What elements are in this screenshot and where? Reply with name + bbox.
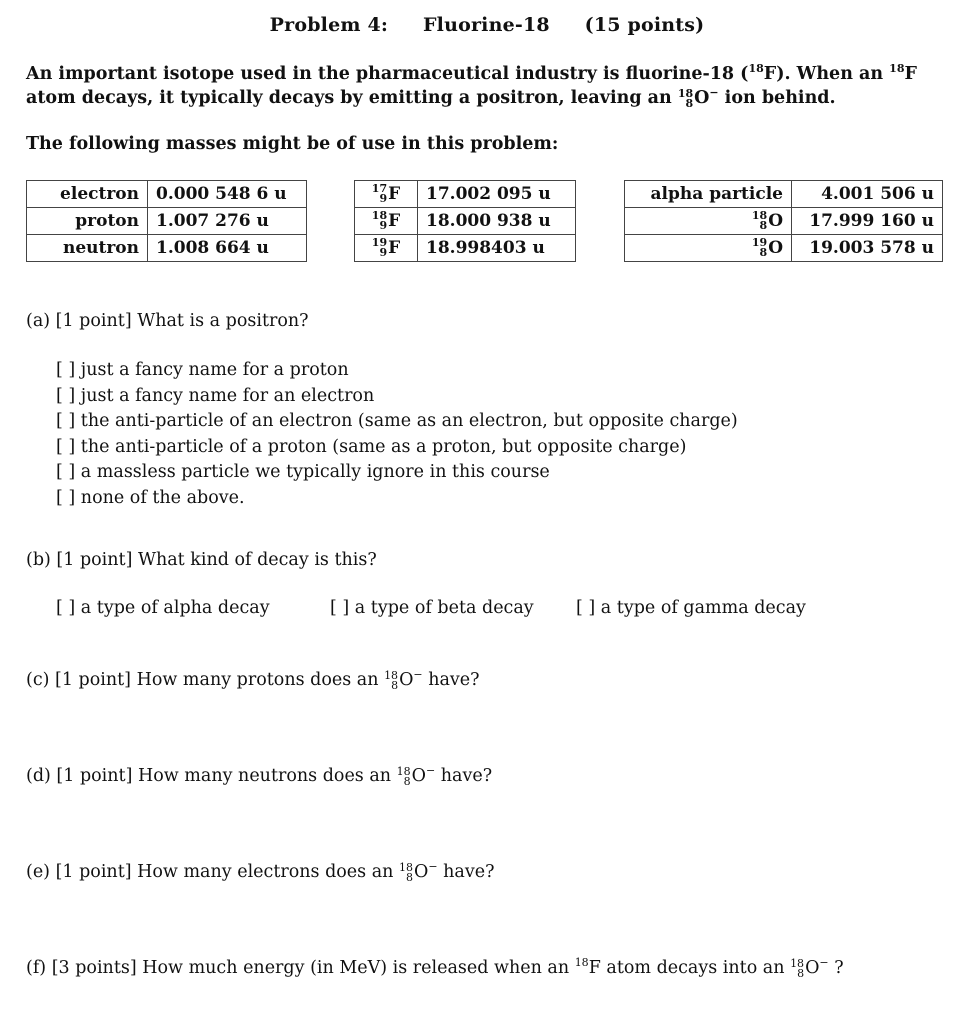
question-b: (b) [1 point] What kind of decay is this? xyxy=(26,550,377,570)
question-a-options xyxy=(56,358,738,512)
ion-z: 8 xyxy=(797,966,805,980)
table-row xyxy=(355,181,576,208)
nuclide-symbol: O xyxy=(768,210,783,231)
nuclide-mass-value: 19.003 578 u xyxy=(792,235,943,262)
particle-mass: 1.007 276 u xyxy=(148,208,307,235)
nuclide xyxy=(355,181,418,208)
question-f-suffix: ? xyxy=(828,958,844,978)
nuclide-mass-value: 17.999 160 u xyxy=(792,208,943,235)
intro-o18-symbol: O xyxy=(694,88,710,108)
nuclide xyxy=(355,208,418,235)
f18-mass: 18 xyxy=(574,956,589,970)
ion-mass: 18 xyxy=(384,668,399,682)
table-row xyxy=(625,208,943,235)
option-bracket[interactable]: [ ] xyxy=(56,385,76,406)
intro-o18-z: 8 xyxy=(685,96,694,110)
intro-o18-charge: − xyxy=(709,86,719,100)
table-row xyxy=(27,181,307,208)
nuclide-z: 8 xyxy=(759,246,768,260)
nuclide-mass-value: 18.998403 u xyxy=(418,235,576,262)
nuclide-mass: 19 xyxy=(751,236,768,250)
nuclide xyxy=(625,208,792,235)
intro-text-4: ion behind. xyxy=(718,88,836,108)
particle-name: neutron xyxy=(27,235,148,262)
particle-name: proton xyxy=(27,208,148,235)
ion-z: 8 xyxy=(403,774,411,788)
option-label: a massless particle we typically ignore in this course xyxy=(80,462,550,483)
nuclide-symbol: F xyxy=(388,183,401,204)
option-label: the anti-particle of an electron (same as an electron, but opposite charge) xyxy=(80,411,738,432)
option-label: a type of beta decay xyxy=(354,598,534,618)
ion-charge: − xyxy=(425,764,436,778)
o18-ion xyxy=(384,670,423,691)
question-d-suffix: have? xyxy=(435,766,493,786)
o18-ion xyxy=(399,862,438,883)
option-bracket[interactable]: [ ] xyxy=(56,436,76,457)
nuclide-symbol: F xyxy=(388,237,401,258)
question-a: (a) [1 point] What is a positron? xyxy=(26,311,309,331)
problem-points: (15 points) xyxy=(584,14,705,36)
nuclide-z: 8 xyxy=(759,219,768,233)
o18-ion xyxy=(397,766,436,787)
ion-symbol: O xyxy=(399,670,414,690)
option-bracket[interactable]: [ ] xyxy=(56,462,76,483)
nuclide-z: 9 xyxy=(379,246,388,260)
question-c-text: (c) [1 point] How many protons does an xyxy=(26,670,385,690)
problem-title xyxy=(0,14,974,36)
intro-text-1: An important isotope used in the pharmaceutical industry is fluorine-18 ( xyxy=(26,64,749,84)
ion-mass: 18 xyxy=(790,956,805,970)
particle-mass: 1.008 664 u xyxy=(148,235,307,262)
question-d xyxy=(26,766,492,787)
option-bracket[interactable]: [ ] xyxy=(56,360,76,380)
question-e-text: (e) [1 point] How many electrons does an xyxy=(26,862,399,882)
nuclide-mass: 19 xyxy=(371,236,388,250)
option-bracket[interactable]: [ ] xyxy=(330,598,350,618)
particle-mass-table xyxy=(26,180,307,262)
particle-name: electron xyxy=(27,181,148,208)
ion-z: 8 xyxy=(391,678,399,692)
question-e-suffix: have? xyxy=(437,862,495,882)
option-checkbox[interactable] xyxy=(56,486,738,512)
particle-name: alpha particle xyxy=(625,181,792,208)
particle-mass: 0.000 548 6 u xyxy=(148,181,307,208)
option-checkbox[interactable] xyxy=(330,598,534,618)
ion-z: 8 xyxy=(405,870,413,884)
question-d-text: (d) [1 point] How many neutrons does an xyxy=(26,766,397,786)
intro-f18b-mass: 18 xyxy=(889,62,905,76)
table-row xyxy=(355,208,576,235)
o18-ion xyxy=(790,958,829,979)
ion-charge: − xyxy=(819,956,829,970)
table-row xyxy=(625,235,943,262)
option-checkbox[interactable] xyxy=(56,598,270,618)
option-bracket[interactable]: [ ] xyxy=(56,598,76,618)
option-label: the anti-particle of a proton (same as a proton, but opposite charge) xyxy=(80,436,687,457)
table-row xyxy=(27,235,307,262)
nuclide-mass: 18 xyxy=(371,209,388,223)
nuclide-mass-value: 17.002 095 u xyxy=(418,181,576,208)
intro-f18-mass: 18 xyxy=(748,62,764,76)
nuclide-mass-value: 18.000 938 u xyxy=(418,208,576,235)
intro-paragraph xyxy=(26,62,956,110)
option-checkbox[interactable] xyxy=(576,598,806,618)
ion-symbol: O xyxy=(413,862,429,882)
intro-o18-ion xyxy=(678,86,719,110)
oxygen-mass-table xyxy=(624,180,943,262)
intro-o18-mass: 18 xyxy=(677,86,694,100)
question-c xyxy=(26,670,480,691)
nuclide xyxy=(625,235,792,262)
question-e xyxy=(26,862,494,883)
option-checkbox[interactable] xyxy=(56,384,738,410)
option-checkbox[interactable] xyxy=(56,460,738,486)
fluorine-mass-table xyxy=(354,180,576,262)
f18-symbol: F xyxy=(588,958,601,978)
intro-text-3: atom decays, it typically decays by emitting a positron, leaving an xyxy=(26,88,678,108)
nuclide-z: 9 xyxy=(379,192,388,206)
table-row xyxy=(625,181,943,208)
ion-symbol: O xyxy=(411,766,426,786)
option-bracket[interactable]: [ ] xyxy=(56,411,76,432)
question-c-suffix: have? xyxy=(422,670,480,690)
intro-text-2: ). When an xyxy=(776,64,890,84)
nuclide-symbol: F xyxy=(388,210,401,231)
intro-f18b-symbol: F xyxy=(904,64,917,84)
ion-mass: 18 xyxy=(398,860,413,874)
option-checkbox[interactable] xyxy=(56,409,738,435)
nuclide-symbol: O xyxy=(768,237,783,258)
nuclide xyxy=(355,235,418,262)
ion-charge: − xyxy=(413,668,423,682)
question-f-text: (f) [3 points] How much energy (in MeV) is released when an xyxy=(26,958,575,978)
problem-number: Problem 4: xyxy=(269,14,389,36)
nuclide-z: 9 xyxy=(379,219,388,233)
problem-topic: Fluorine-18 xyxy=(422,14,550,36)
masses-heading: The following masses might be of use in this problem: xyxy=(26,134,559,154)
option-checkbox[interactable] xyxy=(56,358,738,384)
particle-mass: 4.001 506 u xyxy=(792,181,943,208)
option-checkbox[interactable] xyxy=(56,435,738,461)
question-f xyxy=(26,958,844,979)
option-label: just a fancy name for a proton xyxy=(80,360,349,380)
option-bracket[interactable]: [ ] xyxy=(56,487,76,508)
option-label: just a fancy name for an electron xyxy=(80,385,375,406)
nuclide-mass: 17 xyxy=(371,182,388,196)
option-label: a type of alpha decay xyxy=(80,598,270,618)
table-row xyxy=(355,235,576,262)
nuclide-mass: 18 xyxy=(751,209,768,223)
ion-charge: − xyxy=(428,860,438,874)
ion-mass: 18 xyxy=(396,764,411,778)
option-label: none of the above. xyxy=(80,487,245,508)
table-row xyxy=(27,208,307,235)
ion-symbol: O xyxy=(805,958,820,978)
intro-f18-symbol: F xyxy=(763,64,777,84)
option-label: a type of gamma decay xyxy=(600,598,806,618)
option-bracket[interactable]: [ ] xyxy=(576,598,596,618)
question-f-middle: atom decays into an xyxy=(600,958,791,978)
